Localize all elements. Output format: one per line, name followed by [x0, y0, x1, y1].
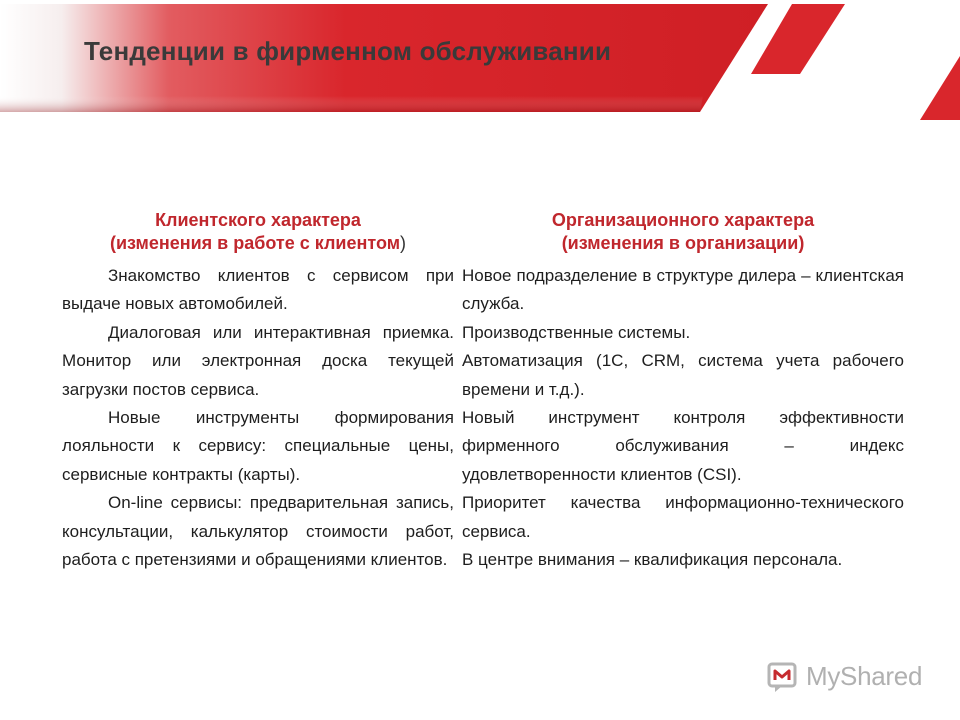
left-column-heading: [62, 209, 454, 255]
left-column-list: [62, 262, 454, 574]
left-item: On-line сервисы: предварительная запись, консультации, калькулятор стоимости работ, работа с претензиями и обращениями клиентов.: [62, 493, 454, 570]
myshared-logo-icon: [766, 658, 802, 694]
left-heading-line2: [62, 232, 454, 255]
page-title: Тенденции в фирменном обслуживании: [84, 36, 612, 66]
left-heading-bracket: ): [400, 233, 407, 253]
watermark[interactable]: [766, 656, 922, 696]
right-item: Автоматизация (1С, CRM, система учета рабочего времени и т.д.).: [462, 351, 904, 399]
right-heading-line2: (изменения в организации): [561, 233, 805, 253]
left-item: Знакомство клиентов с сервисом при выдаче новых автомобилей.: [62, 266, 454, 314]
right-heading-line1: Организационного характера: [551, 210, 815, 230]
left-item: Диалоговая или интерактивная приемка. Монитор или электронная доска текущей загрузки постов сервиса.: [62, 322, 454, 399]
watermark-text: MyShared: [806, 660, 923, 691]
right-item: Новый инструмент контроля эффективности фирменного обслуживания – индекс удовлетворенности клиентов (CSI).: [462, 408, 904, 484]
right-item: Производственные системы.: [462, 322, 691, 342]
left-heading-line2-text: (изменения в работе с клиентом: [109, 233, 401, 253]
left-heading-line1: Клиентского характера: [155, 210, 361, 230]
right-item: В центре внимания – квалификация персонала.: [462, 550, 843, 570]
right-column-list: [462, 262, 904, 574]
right-item: Новое подразделение в структуре дилера – клиентская служба.: [462, 266, 904, 314]
right-item: Приоритет качества информационно-технического сервиса.: [462, 493, 904, 541]
left-item: Новые инструменты формирования лояльности к сервису: специальные цены, сервисные контракты (карты).: [62, 408, 454, 484]
right-column-heading: [460, 209, 906, 255]
